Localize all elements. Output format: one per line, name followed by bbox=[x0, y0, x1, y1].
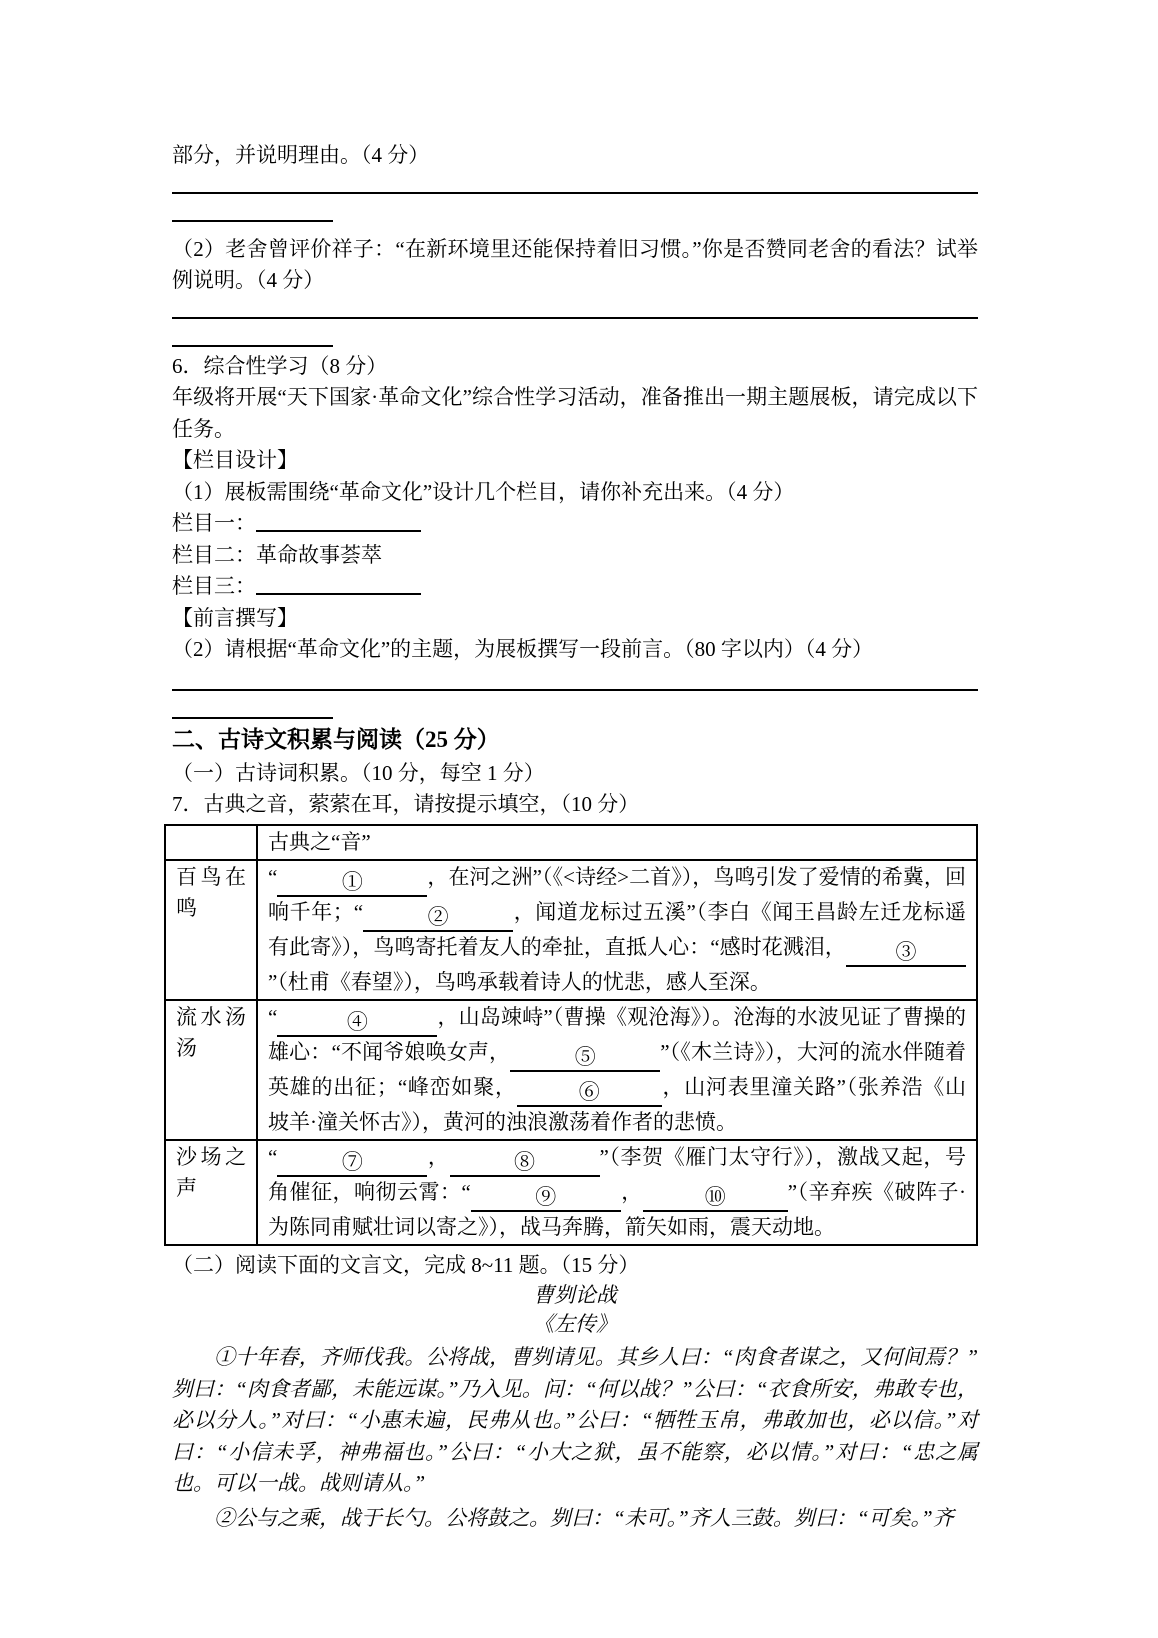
text-run: ，山岛竦峙”（曹操《观沧海》）。沧海的水波见证了曹操的雄心：“不闻爷娘唤女声， bbox=[268, 1004, 966, 1064]
q6-column1-label: 栏目一： bbox=[172, 511, 256, 535]
table-row-label: 沙场之声 bbox=[165, 1140, 257, 1245]
text-run: ，在河之洲”（《<诗经>二首》），鸟鸣引发了爱情的希冀，回响千年；“ bbox=[268, 864, 966, 924]
section2-title: 二、古诗文积累与阅读（25 分） bbox=[172, 726, 500, 752]
passage-paragraph-2: ②公与之乘，战于长勺。公将鼓之。刿曰：“未可。”齐人三鼓。刿曰：“可矣。”齐 bbox=[214, 1505, 954, 1530]
q6-column3-label: 栏目三： bbox=[172, 574, 256, 598]
text-run: “ bbox=[268, 1004, 278, 1029]
text-run: “ bbox=[268, 864, 278, 889]
fill-in-table bbox=[164, 824, 978, 1246]
passage-source: 《左传》 bbox=[533, 1312, 617, 1336]
answer-blank bbox=[256, 579, 421, 595]
table-row-content bbox=[257, 1000, 977, 1140]
fill-blank: ⑧ bbox=[450, 1150, 600, 1177]
table-row bbox=[165, 860, 977, 1000]
q6-column2-line: 栏目二：革命故事荟萃 bbox=[172, 542, 382, 567]
fill-blank: ⑥ bbox=[517, 1080, 662, 1107]
answer-blank bbox=[256, 516, 421, 532]
q6-block2-label: 【前言撰写】 bbox=[172, 605, 298, 630]
fill-blank: ③ bbox=[846, 940, 966, 967]
fill-blank: ① bbox=[277, 870, 427, 897]
answer-line-short bbox=[172, 345, 333, 347]
text-run: ”（李贺《雁门太守行》），激战又起，号角催征，响彻云霄：“ bbox=[268, 1144, 966, 1204]
text-run: “ bbox=[268, 1144, 278, 1169]
q6-block1-label: 【栏目设计】 bbox=[172, 448, 298, 472]
table-header-empty-cell bbox=[165, 825, 257, 860]
fill-blank: ④ bbox=[277, 1010, 437, 1037]
text-run: ”（辛弃疾《破阵子·为陈同甫赋壮词以寄之》），战马奔腾，箭矢如雨，震天动地。 bbox=[268, 1179, 966, 1239]
fill-blank: ② bbox=[363, 905, 513, 932]
passage-paragraph-1: ①十年春，齐师伐我。公将战，曹刿请见。其乡人曰：“肉食者谋之，又何间焉？”刿曰：“肉食者鄙，未能远谋。”乃入见。问：“何以战？”公曰：“衣食所安，弗敢专也，必以分人。”对曰：“小惠未遍，民弗从也。”公曰：“牺牲玉帛，弗敢加也，必以信。”对曰：“小信未孚，神弗福也。”公曰：“小大之狱，虽不能察，必以情。”对曰：“忠之属也。可以一战。战则请从。” bbox=[172, 1345, 978, 1495]
text-run: ”（杜甫《春望》），鸟鸣承载着诗人的忧悲，感人至深。 bbox=[268, 969, 771, 994]
answer-line-full bbox=[172, 192, 978, 194]
q5-part2-text: （2）老舍曾评价祥子：“在新环境里还能保持着旧习惯。”你是否赞同老舍的看法？试举例说明。（4 分） bbox=[172, 236, 978, 292]
answer-line-full bbox=[172, 689, 978, 691]
q5-tail-text: 部分，并说明理由。（4 分） bbox=[172, 143, 430, 167]
section2-sub1: （一）古诗词积累。（10 分，每空 1 分） bbox=[172, 760, 545, 785]
fill-blank: ⑨ bbox=[471, 1185, 621, 1212]
fill-blank: ⑦ bbox=[277, 1150, 427, 1177]
table-header-cell: 古典之“音” bbox=[257, 825, 977, 860]
table-row-content bbox=[257, 860, 977, 1000]
q6-part2-text: （2）请根据“革命文化”的主题，为展板撰写一段前言。（80 字以内）（4 分） bbox=[172, 637, 874, 661]
fill-blank: ⑩ bbox=[643, 1185, 788, 1212]
answer-line-short bbox=[172, 220, 333, 222]
text-run: ，闻道龙标过五溪”（李白《闻王昌龄左迁龙标遥有此寄》），鸟鸣寄托着友人的牵扯，直抵人心：“感时花溅泪， bbox=[268, 899, 966, 959]
q6-part1-text: （1）展板需围绕“革命文化”设计几个栏目，请你补充出来。（4 分） bbox=[172, 479, 795, 504]
q8-sub2: （二）阅读下面的文言文，完成 8~11 题。（15 分） bbox=[172, 1252, 640, 1277]
passage-title: 曹刿论战 bbox=[533, 1283, 617, 1307]
text-run: ”（《木兰诗》），大河的流水伴随着英雄的出征；“峰峦如聚， bbox=[268, 1039, 966, 1099]
q6-column1-line bbox=[172, 508, 978, 540]
q6-intro: 年级将开展“天下国家·革命文化”综合性学习活动，准备推出一期主题展板，请完成以下任务。 bbox=[172, 385, 978, 441]
table-row bbox=[165, 1000, 977, 1140]
q6-title: 6．综合性学习（8 分） bbox=[172, 353, 388, 378]
text-run: ， bbox=[620, 1179, 643, 1204]
table-header-row bbox=[165, 825, 977, 860]
answer-line-short bbox=[172, 717, 333, 719]
answer-line-full bbox=[172, 317, 978, 319]
table-row-label: 流水汤汤 bbox=[165, 1000, 257, 1140]
q7-title: 7．古典之音，萦萦在耳，请按提示填空，（10 分） bbox=[172, 792, 640, 816]
text-run: ，山河表里潼关路”（张养浩《山坡羊·潼关怀古》），黄河的浊浪激荡着作者的悲愤。 bbox=[268, 1074, 966, 1134]
text-run: ， bbox=[427, 1144, 450, 1169]
fill-blank: ⑤ bbox=[510, 1045, 660, 1072]
table-row bbox=[165, 1140, 977, 1245]
table-row-label: 百鸟在鸣 bbox=[165, 860, 257, 1000]
table-row-content bbox=[257, 1140, 977, 1245]
q6-column3-line bbox=[172, 571, 978, 603]
